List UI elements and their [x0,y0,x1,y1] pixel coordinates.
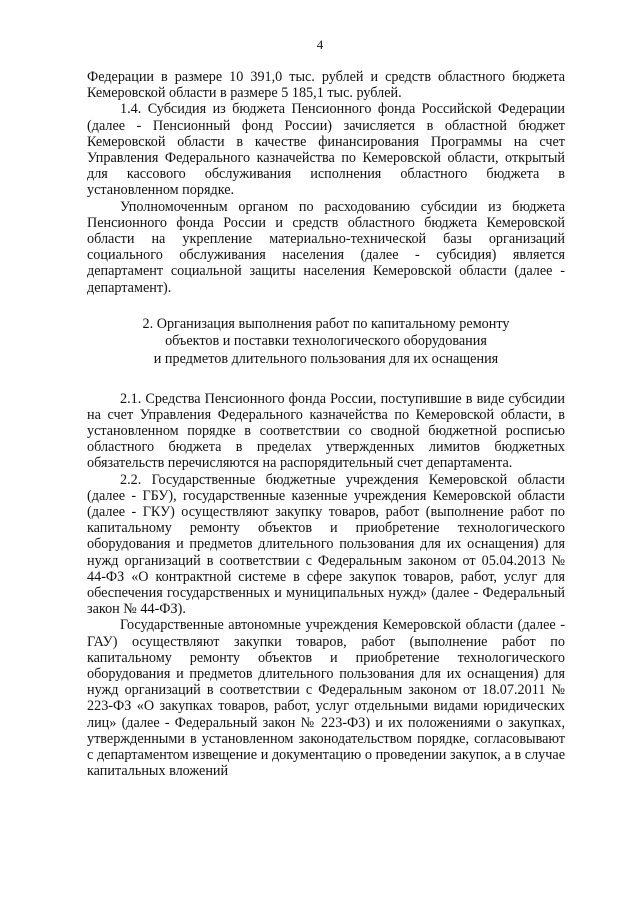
section-2-heading [87,316,565,369]
document-body [87,69,565,780]
paragraph-2-2: 2.2. Государственные бюджетные учреждения Кемеровской области (далее - ГБУ), государственные казенные учреждения Кемеровской области (далее - ГКУ) осуществляют закупку товаров, работ (выполнение работ по капитальному ремонту объектов и приобретение технологического оборудования и предметов длительного пользования для их оснащения) для нужд организаций в соответствии с Федеральным законом от 05.04.2013 № 44-ФЗ «О контрактной системе в сфере закупок товаров, работ, услуг для обеспечения государственных и муниципальных нужд» (далее - Федеральный закон № 44-ФЗ). [87,471,565,618]
paragraph-continued: Федерации в размере 10 391,0 тыс. рублей и средств областного бюджета Кемеровской области в размере 5 185,1 тыс. рублей. [87,69,565,102]
paragraph-gau: Государственные автономные учреждения Кемеровской области (далее - ГАУ) осуществляют закупки товаров, работ (выполнение работ по капитальному ремонту объектов и приобретение технологического оборудования и предметов длительного пользования для их оснащения) для нужд организаций в соответствии с Федеральным законом от 18.07.2011 № 223-ФЗ «О закупках товаров, работ, услуг отдельными видами юридических лиц» (далее - Федеральный закон № 223-ФЗ) и их положениями о закупках, утвержденными в установленном законодательством порядке, согласовывают с департаментом извещение и документацию о проведении закупок, а в случае капитальных вложений [87,617,565,780]
section-2-heading-line-1: 2. Организация выполнения работ по капитальному ремонту [142,315,510,332]
section-2-heading-line-3: и предметов длительного пользования для их оснащения [153,351,499,368]
paragraph-1-4: 1.4. Субсидия из бюджета Пенсионного фонда Российской Федерации (далее - Пенсионный фонд России) зачисляется в областной бюджет Кемеровской области в качестве финансирования Программы на счет Управления Федерального казначейства по Кемеровской области, открытый для кассового обслуживания исполнения областного бюджета в установленном порядке. [87,101,565,199]
paragraph-authorized-body: Уполномоченным органом по расходованию субсидии из бюджета Пенсионного фонда России и средств областного бюджета Кемеровской области на укрепление материально-технической базы организаций социального обслуживания населения (далее - субсидия) является департамент социальной защиты населения Кемеровской области (далее - департамент). [87,198,565,296]
section-2-heading-line-2: объектов и поставки технологического оборудования [165,333,487,350]
paragraph-2-1: 2.1. Средства Пенсионного фонда России, поступившие в виде субсидии на счет Управления Федерального казначейства по Кемеровской области, в установленном порядке в соответствии со сводной бюджетной росписью областного бюджета в пределах утвержденных лимитов бюджетных обязательств перечисляются на распорядительный счет департамента. [87,390,565,472]
page-number: 4 [316,37,324,52]
